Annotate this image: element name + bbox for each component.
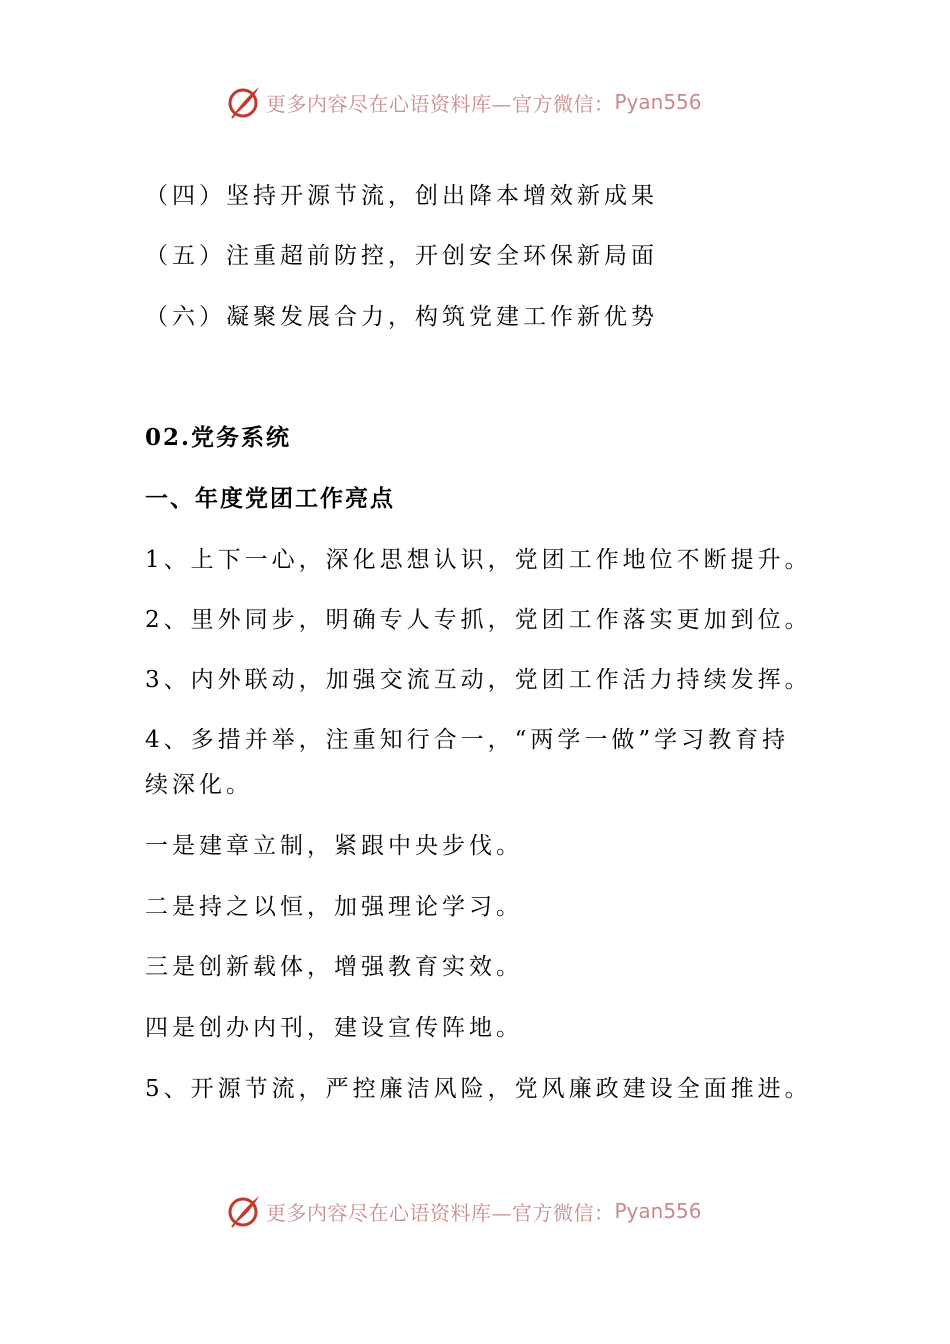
- list-item: 4、多措并举，注重知行合一，“两学一做”学习教育持续深化。: [145, 727, 790, 798]
- sub-list-item: 三是创新载体，增强教育实效。: [145, 954, 523, 980]
- watermark-account: Pyan556: [614, 1199, 702, 1223]
- list-item: 1、上下一心，深化思想认识，党团工作地位不断提升。: [145, 547, 812, 573]
- list-item: 5、开源节流，严控廉洁风险，党风廉政建设全面推进。: [145, 1076, 812, 1102]
- sub-list-item: 二是持之以恒，加强理论学习。: [145, 894, 523, 920]
- sub-list-item: 一是建章立制，紧跟中央步伐。: [145, 833, 523, 859]
- list-item: （四）坚持开源节流，创出降本增效新成果: [145, 183, 658, 209]
- watermark-text: 更多内容尽在心语资料库—官方微信：: [266, 91, 615, 116]
- quill-pen-logo-icon: [226, 1193, 262, 1229]
- header-watermark: [226, 82, 702, 122]
- list-item: 2、里外同步，明确专人专抓，党团工作落实更加到位。: [145, 607, 812, 633]
- list-item: （六）凝聚发展合力，构筑党建工作新优势: [145, 304, 658, 330]
- sub-list-item: 四是创办内刊，建设宣传阵地。: [145, 1015, 523, 1041]
- watermark-account: Pyan556: [614, 90, 702, 114]
- list-item: （五）注重超前防控，开创安全环保新局面: [145, 243, 658, 269]
- subsection-title: 一、年度党团工作亮点: [145, 485, 395, 512]
- quill-pen-logo-icon: [226, 84, 262, 120]
- section-title: 02.党务系统: [145, 424, 292, 451]
- list-item: 3、内外联动，加强交流互动，党团工作活力持续发挥。: [145, 667, 812, 693]
- footer-watermark: [226, 1191, 702, 1231]
- watermark-text: 更多内容尽在心语资料库—官方微信：: [266, 1200, 615, 1225]
